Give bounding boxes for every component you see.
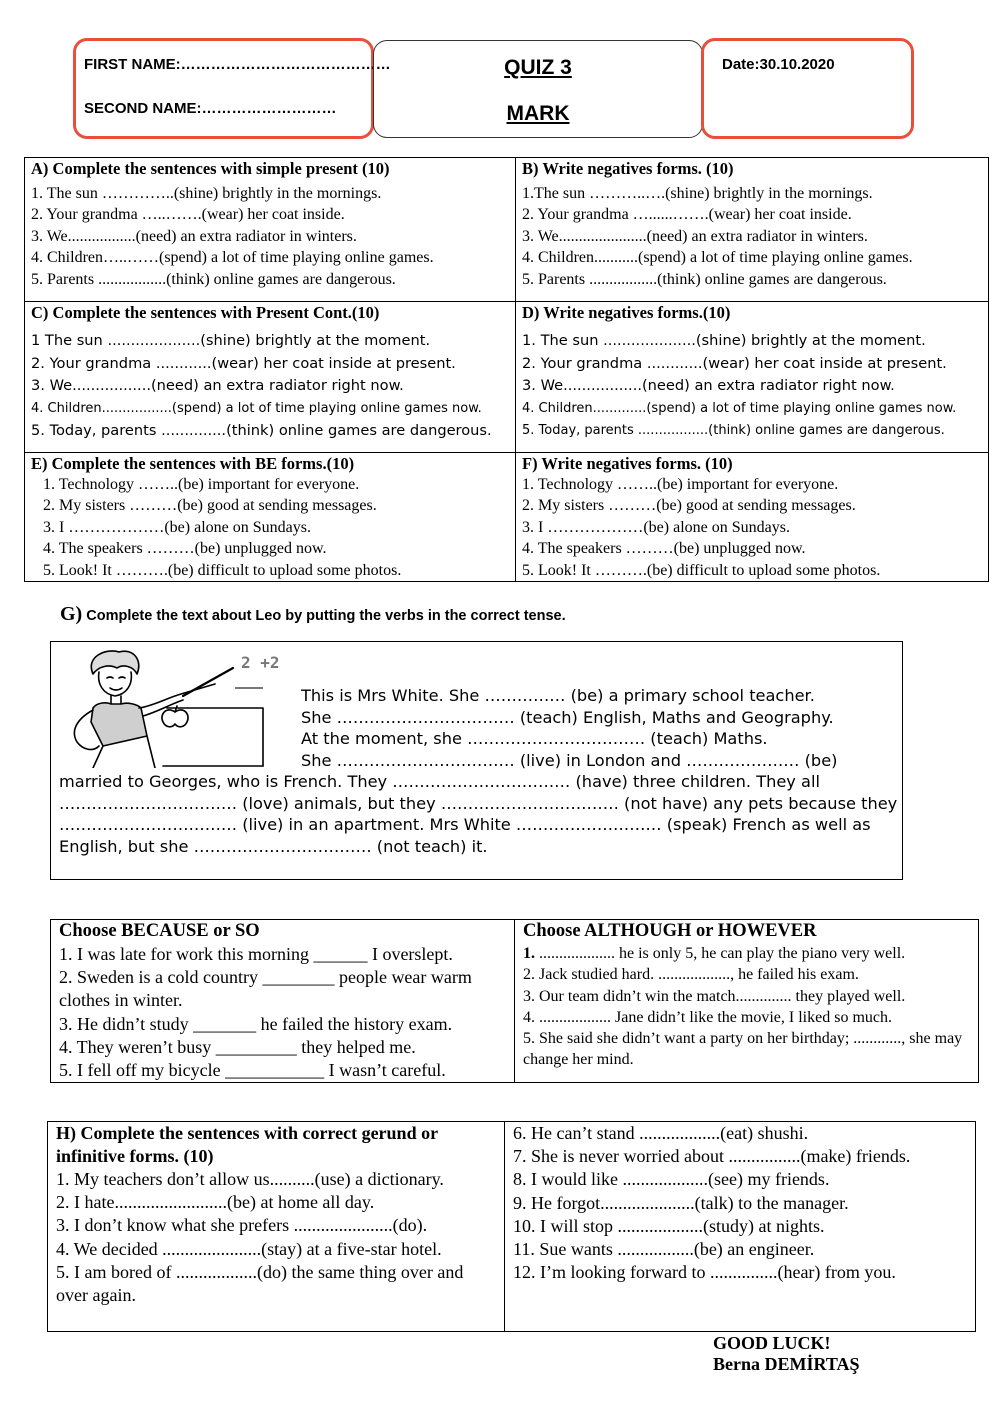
section-d-item: 4. Children.............(spend) a lot of time playing online games now. [522,400,957,416]
although-item-number: 1. [523,945,535,962]
section-d-item: 1. The sun ....................(shine) brightly at the moment. [522,332,926,349]
section-e-title: E) Complete the sentences with BE forms.(10) [31,454,355,473]
section-g-line: She …………………………… (teach) English, Maths and Geography. [301,707,834,727]
although-however-section [515,920,979,1083]
section-g-instruction: Complete the text about Leo by putting the verbs in the correct tense. [82,608,566,624]
grammar-table [24,157,989,582]
good-luck-text: GOOD LUCK! [713,1333,831,1353]
section-c-item: 4. Children.................(spend) a lot of time playing online games now. [31,400,482,416]
section-d-item: 5. Today, parents .................(think) online games are dangerous. [522,423,945,439]
author-name: Berna DEMİRTAŞ [713,1354,860,1374]
section-f-item: 3. I ………………(be) alone on Sundays. [522,518,790,536]
section-e-item: 2. My sisters ………(be) good at sending messages. [43,497,377,515]
section-d [516,302,989,453]
footer-signoff [713,1333,860,1375]
teacher-illustration [63,646,283,768]
section-h-item: 12. I’m looking forward to ...............(hear) from you. [513,1262,896,1283]
section-g-letter: G) [60,603,83,625]
section-h-item: 6. He can’t stand ..................(eat) shushi. [513,1123,809,1143]
although-however-title: Choose ALTHOUGH or HOWEVER [523,921,817,941]
although-item-text: ................... he is only 5, he can play the piano very well. [535,945,906,962]
section-c [25,302,516,453]
section-a-item: 1. The sun …………..(shine) brightly in the mornings. [31,185,382,202]
although-item: 2. Jack studied hard. .................., he failed his exam. [523,966,859,984]
section-a-item: 3. We.................(need) an extra radiator in winters. [31,227,357,245]
mark-label: MARK [506,102,570,125]
section-h-item: 2. I hate.........................(be) at home all day. [56,1192,375,1213]
because-item: 4. They weren’t busy _________ they helped me. [59,1036,416,1057]
section-g-line: English, but she …………………………… (not teach) it. [59,836,488,856]
quiz-title: QUIZ 3 [504,56,572,79]
section-b-item: 2. Your grandma …......…….(wear) her coat inside. [522,206,852,224]
because-item: 2. Sweden is a cold country ________ people wear warm clothes in winter. [59,967,472,1011]
section-g-title [60,603,566,626]
section-h-right [505,1122,976,1332]
section-e-item: 4. The speakers ………(be) unplugged now. [43,540,327,558]
section-a-title: A) Complete the sentences with simple present (10) [31,159,390,178]
section-a [25,158,516,302]
date-box [701,38,914,139]
section-h-item: 11. Sue wants .................(be) an engineer. [513,1239,815,1260]
section-h-item: 1. My teachers don’t allow us..........(use) a dictionary. [56,1169,444,1189]
section-g-line: This is Mrs White. She …………… (be) a primary school teacher. [301,686,815,705]
because-so-section [51,920,515,1083]
section-c-item: 2. Your grandma ............(wear) her coat inside at present. [31,354,456,372]
section-b-item: 5. Parents .................(think) online games are dangerous. [522,270,887,288]
section-h-left [48,1122,505,1332]
section-g-line: At the moment, she …………………………… (teach) Maths. [301,729,768,748]
section-c-title: C) Complete the sentences with Present Cont.(10) [31,303,380,322]
section-h-item: 9. He forgot.....................(talk) to the manager. [513,1192,849,1213]
section-h-item: 7. She is never worried about ................(make) friends. [513,1146,911,1167]
section-c-item: 5. Today, parents ..............(think) online games are dangerous. [31,422,492,440]
section-h-item: 4. We decided ......................(stay) at a five-star hotel. [56,1238,442,1259]
section-e [25,453,516,582]
section-d-item: 3. We.................(need) an extra radiator right now. [522,377,895,395]
because-item: 3. He didn’t study _______ he failed the history exam. [59,1013,453,1034]
although-item: 5. She said she didn’t want a party on her birthday; ............, she may change her mind. [523,1030,963,1069]
date-label: Date:30.10.2020 [722,56,835,73]
section-b [516,158,989,302]
section-f-item: 5. Look! It ……….(be) difficult to upload some photos. [522,561,881,579]
section-e-item: 3. I ………………(be) alone on Sundays. [43,518,311,536]
because-item: 1. I was late for work this morning ______ I overslept. [59,944,453,964]
section-h-title: H) Complete the sentences with correct gerund or infinitive forms. (10) [56,1123,438,1166]
although-item: 4. .................. Jane didn’t like the movie, I liked so much. [523,1008,892,1026]
section-e-item: 1. Technology ……..(be) important for everyone. [43,476,360,493]
section-g-line: …………………………… (love) animals, but they …………………………… (not have) any pets because they [59,793,898,813]
section-f [516,453,989,582]
section-g-line: married to Georges, who is French. They …………………………… (have) three children. They all [59,772,820,791]
section-h-item: 10. I will stop ...................(study) at nights. [513,1215,825,1236]
section-h-item: 5. I am bored of ..................(do) the same thing over and over again. [56,1261,464,1306]
section-f-item: 2. My sisters ………(be) good at sending messages. [522,497,856,515]
section-a-item: 4. Children…..……(spend) a lot of time playing online games. [31,249,434,267]
second-name-label: SECOND NAME:……………………… [84,100,337,117]
section-b-item: 4. Children...........(spend) a lot of time playing online games. [522,249,913,267]
section-b-item: 3. We......................(need) an extra radiator in winters. [522,227,868,245]
section-g-box [50,641,903,880]
because-item: 5. I fell off my bicycle ___________ I wasn’t careful. [59,1060,446,1081]
section-a-item: 5. Parents .................(think) online games are dangerous. [31,270,396,288]
section-b-item: 1.The sun ………..….(shine) brightly in the mornings. [522,185,873,202]
section-d-item: 2. Your grandma ............(wear) her coat inside at present. [522,354,947,372]
section-h-item: 3. I don’t know what she prefers ......................(do). [56,1215,428,1236]
section-f-item: 1. Technology ……..(be) important for everyone. [522,476,839,493]
board-numbers: 2 +2 [241,653,280,672]
section-h-item: 8. I would like ...................(see) my friends. [513,1169,830,1190]
section-h-table [47,1121,976,1332]
section-f-item: 4. The speakers ………(be) unplugged now. [522,540,806,558]
quiz-box [373,40,703,138]
section-g-line: She …………………………… (live) in London and ………………… (be) [301,750,838,770]
section-e-item: 5. Look! It ……….(be) difficult to upload some photos. [43,561,402,579]
section-c-item: 1 The sun ....................(shine) brightly at the moment. [31,332,431,349]
first-name-label: FIRST NAME:…………………………………… [84,56,391,73]
section-f-title: F) Write negatives forms. (10) [522,454,733,473]
name-box [73,38,391,139]
section-a-item: 2. Your grandma …..…….(wear) her coat inside. [31,206,345,224]
because-so-title: Choose BECAUSE or SO [59,921,260,941]
section-c-item: 3. We.................(need) an extra radiator right now. [31,377,404,395]
section-b-title: B) Write negatives forms. (10) [522,159,734,178]
although-item [523,943,970,964]
connectors-table [50,919,979,1083]
section-g-line: …………………………… (live) in an apartment. Mrs White ……………………… (speak) French as well as [59,815,871,834]
although-item: 3. Our team didn’t win the match.............. they played well. [523,987,906,1005]
section-d-title: D) Write negatives forms.(10) [522,303,731,322]
